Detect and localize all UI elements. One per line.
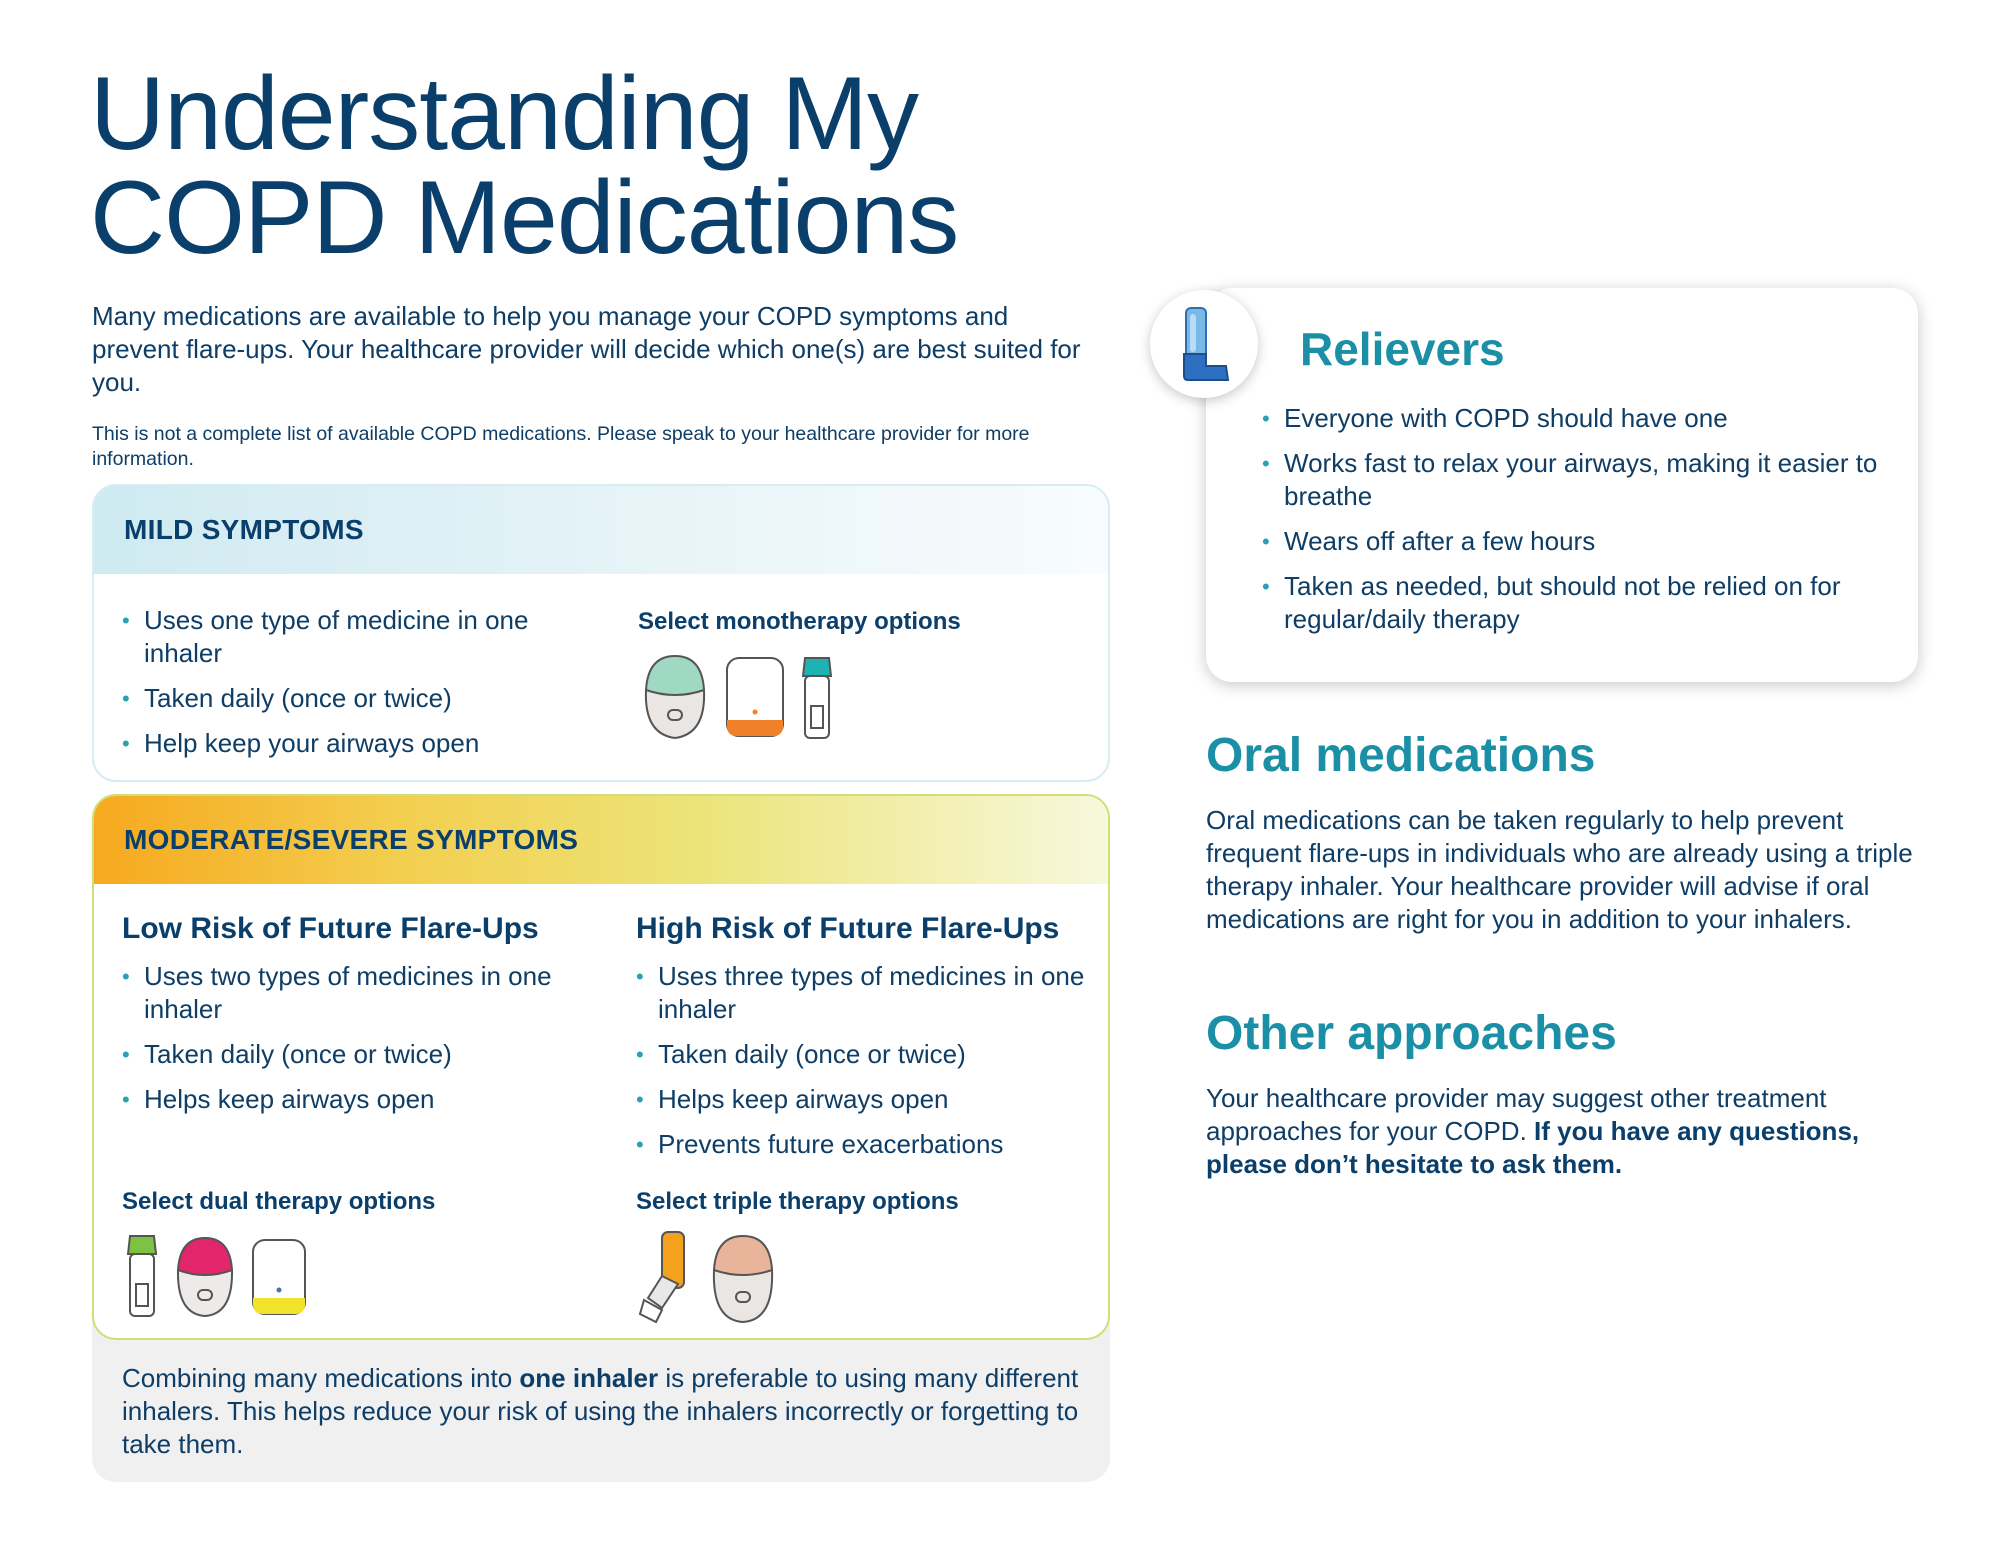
high-risk-bullet-list (636, 960, 1106, 1161)
disclaimer-note: This is not a complete list of available COPD medications. Please speak to your healthcare provider for more information. (92, 423, 1030, 470)
orange-metered-dose-inhaler-icon (638, 1228, 694, 1324)
low-risk-title: Low Risk of Future Flare-Ups (122, 912, 539, 945)
list-item: • Help keep your airways open (122, 727, 552, 760)
yellow-ellipta-inhaler-icon (250, 1236, 308, 1318)
moderate-severe-symptoms-card (92, 794, 1110, 1340)
high-risk-title: High Risk of Future Flare-Ups (636, 912, 1060, 945)
inhaler-icon (1176, 306, 1232, 382)
mild-symptoms-card (92, 484, 1110, 782)
other-approaches-text-plain: Your healthcare provider may suggest other treatment approaches for your COPD. (1206, 1083, 1827, 1146)
list-item: • Helps keep airways open (122, 1083, 592, 1116)
list-item: • Taken daily (once or twice) (636, 1038, 1106, 1071)
teal-respimat-inhaler-icon (800, 654, 834, 740)
intro-text: Many medications are available to help you manage your COPD symptoms and prevent flare-ups. Your healthcare provider will decide which one(s) are best suited for you. (92, 301, 1081, 397)
list-item: • Uses three types of medicines in one inhaler (636, 960, 1106, 1026)
relievers-icon-badge (1150, 290, 1258, 398)
list-item: • Wears off after a few hours (1262, 525, 1902, 558)
monotherapy-device-list (640, 654, 834, 740)
moderate-symptoms-heading: MODERATE/SEVERE SYMPTOMS (94, 796, 1108, 884)
list-item: • Helps keep airways open (636, 1083, 1106, 1116)
other-approaches-title: Other approaches (1206, 1007, 1617, 1060)
list-item: • Taken daily (once or twice) (122, 1038, 592, 1071)
pink-disc-inhaler-icon (174, 1236, 236, 1318)
other-approaches-text (1206, 1082, 1936, 1181)
list-item: • Prevents future exacerbations (636, 1128, 1106, 1161)
orange-ellipta-inhaler-icon (724, 654, 786, 740)
oral-medications-title: Oral medications (1206, 729, 1596, 782)
green-respimat-inhaler-icon (124, 1232, 160, 1318)
mint-disc-inhaler-icon (640, 654, 710, 740)
list-item: • Taken as needed, but should not be relied on for regular/daily therapy (1262, 570, 1902, 636)
peach-disc-inhaler-icon (708, 1232, 778, 1324)
oral-medications-text: Oral medications can be taken regularly to help prevent frequent flare-ups in individuals who are already using a triple therapy inhaler. Your healthcare provider will advise if oral medications are right for you in addition to your inhalers. (1206, 805, 1913, 934)
low-risk-bullet-list (122, 960, 592, 1116)
combine-text-part-2: is preferable to using many different inhalers. This helps reduce your risk of using the inhalers incorrectly or forgetting to take them. (122, 1363, 1079, 1459)
list-item: • Everyone with COPD should have one (1262, 402, 1902, 435)
list-item: • Works fast to relax your airways, making it easier to breathe (1262, 447, 1902, 513)
title-line-1: Understanding My (90, 56, 918, 172)
other-approaches-text-bold: If you have any questions, please don’t hesitate to ask them. (1206, 1116, 1860, 1179)
monotherapy-options-title: Select monotherapy options (638, 608, 961, 635)
list-item: • Taken daily (once or twice) (122, 682, 552, 715)
mild-bullet-list (122, 604, 552, 772)
dual-therapy-device-list (124, 1232, 308, 1318)
relievers-title: Relievers (1300, 323, 1505, 375)
mild-symptoms-heading: MILD SYMPTOMS (94, 486, 1108, 574)
dual-therapy-options-title: Select dual therapy options (122, 1188, 436, 1215)
triple-therapy-device-list (638, 1228, 778, 1324)
title-line-2: COPD Medications (90, 160, 959, 276)
relievers-bullet-list (1262, 402, 1902, 648)
page-title (90, 56, 1150, 276)
high-risk-column (636, 912, 1106, 1173)
combine-text-bold: one inhaler (519, 1363, 659, 1393)
list-item: • Uses one type of medicine in one inhaler (122, 604, 552, 670)
triple-therapy-options-title: Select triple therapy options (636, 1188, 959, 1215)
low-risk-column (122, 912, 592, 1128)
list-item: • Uses two types of medicines in one inhaler (122, 960, 592, 1026)
combine-text-part-1: Combining many medications into (122, 1363, 520, 1393)
